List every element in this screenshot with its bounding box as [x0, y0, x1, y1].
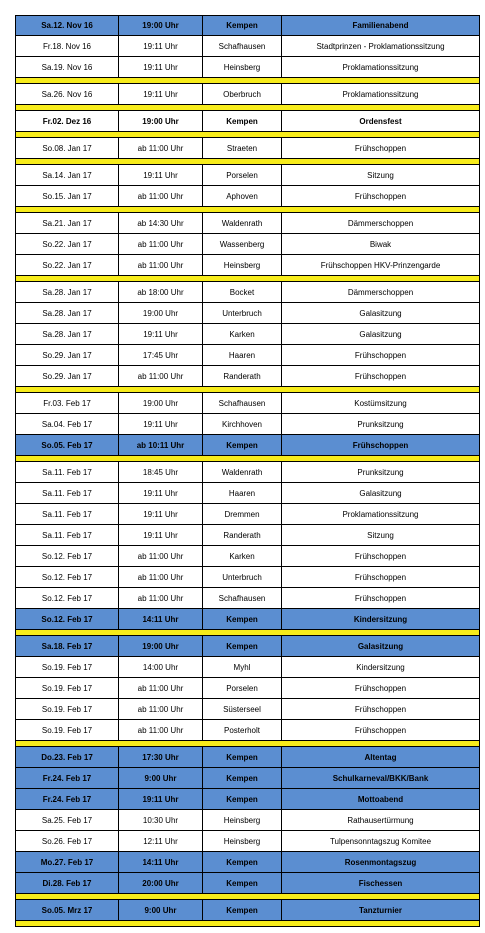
place-cell: Heinsberg [203, 57, 282, 77]
date-cell: Sa.28. Jan 17 [16, 282, 119, 302]
table-row [15, 900, 480, 921]
event-cell: Rosenmontagszug [344, 857, 417, 867]
table-row [15, 504, 480, 525]
event-cell: Frühschoppen [352, 440, 409, 450]
time-cell: 19:11 Uhr [119, 324, 203, 344]
place-cell: Haaren [203, 345, 282, 365]
event-cell: Frühschoppen [354, 704, 407, 714]
event-cell: Frühschoppen [354, 572, 407, 582]
place-cell: Dremmen [203, 504, 282, 524]
table-row [15, 873, 480, 894]
time-cell: 19:11 Uhr [119, 84, 203, 104]
time-cell: 19:11 Uhr [119, 165, 203, 185]
place-cell: Kempen [203, 435, 282, 455]
place-cell: Schafhausen [203, 36, 282, 56]
event-cell: Galasitzung [357, 641, 404, 651]
event-cell: Stadtprinzen - Proklamationssitzung [316, 41, 445, 51]
table-row [15, 810, 480, 831]
date-cell: Mo.27. Feb 17 [16, 852, 119, 872]
table-row [15, 831, 480, 852]
date-cell: So.05. Feb 17 [16, 435, 119, 455]
table-row [15, 393, 480, 414]
date-cell: So.08. Jan 17 [16, 138, 119, 158]
date-cell: Sa.21. Jan 17 [16, 213, 119, 233]
time-cell: 9:00 Uhr [119, 900, 203, 920]
table-row [15, 138, 480, 159]
time-cell: 19:00 Uhr [119, 393, 203, 413]
event-cell: Ordensfest [359, 116, 402, 126]
place-cell: Posterholt [203, 720, 282, 740]
table-row [15, 567, 480, 588]
date-cell: Sa.19. Nov 16 [16, 57, 119, 77]
table-row [15, 636, 480, 657]
time-cell: 19:00 Uhr [119, 636, 203, 656]
date-cell: So.12. Feb 17 [16, 546, 119, 566]
time-cell: ab 11:00 Uhr [119, 699, 203, 719]
date-cell: So.12. Feb 17 [16, 567, 119, 587]
time-cell: 9:00 Uhr [119, 768, 203, 788]
table-row [15, 747, 480, 768]
place-cell: Karken [203, 546, 282, 566]
place-cell: Unterbruch [203, 567, 282, 587]
table-row [15, 303, 480, 324]
event-cell: Prunksitzung [357, 419, 404, 429]
place-cell: Kempen [203, 636, 282, 656]
event-schedule-table [15, 15, 480, 927]
table-row [15, 414, 480, 435]
event-cell: Galasitzung [359, 488, 402, 498]
table-row [15, 57, 480, 78]
time-cell: 19:11 Uhr [119, 525, 203, 545]
time-cell: 19:00 Uhr [119, 303, 203, 323]
date-cell: So.29. Jan 17 [16, 366, 119, 386]
table-row [15, 852, 480, 873]
time-cell: 18:45 Uhr [119, 462, 203, 482]
event-cell: Rathausertürmung [347, 815, 414, 825]
time-cell: 19:11 Uhr [119, 57, 203, 77]
date-cell: So.19. Feb 17 [16, 678, 119, 698]
event-cell: Galasitzung [359, 308, 402, 318]
date-cell: Sa.14. Jan 17 [16, 165, 119, 185]
table-row [15, 165, 480, 186]
place-cell: Oberbruch [203, 84, 282, 104]
place-cell: Kempen [203, 900, 282, 920]
date-cell: Fr.24. Feb 17 [16, 789, 119, 809]
place-cell: Wassenberg [203, 234, 282, 254]
event-cell: Frühschoppen [354, 371, 407, 381]
table-row [15, 768, 480, 789]
place-cell: Aphoven [203, 186, 282, 206]
place-cell: Bocket [203, 282, 282, 302]
event-cell: Biwak [369, 239, 392, 249]
place-cell: Heinsberg [203, 831, 282, 851]
place-cell: Randerath [203, 366, 282, 386]
date-cell: Fr.18. Nov 16 [16, 36, 119, 56]
event-cell: Altentag [364, 752, 397, 762]
time-cell: ab 11:00 Uhr [119, 720, 203, 740]
place-cell: Kempen [203, 609, 282, 629]
place-cell: Kempen [203, 16, 282, 35]
place-cell: Kempen [203, 873, 282, 893]
time-cell: 14:11 Uhr [119, 852, 203, 872]
event-cell: Proklamationssitzung [342, 89, 419, 99]
time-cell: ab 11:00 Uhr [119, 567, 203, 587]
date-cell: So.19. Feb 17 [16, 657, 119, 677]
date-cell: So.15. Jan 17 [16, 186, 119, 206]
table-row [15, 699, 480, 720]
place-cell: Kempen [203, 111, 282, 131]
place-cell: Süsterseel [203, 699, 282, 719]
place-cell: Waldenrath [203, 213, 282, 233]
time-cell: 19:11 Uhr [119, 483, 203, 503]
date-cell: Sa.28. Jan 17 [16, 324, 119, 344]
event-cell: Frühschoppen [354, 725, 407, 735]
table-row [15, 186, 480, 207]
table-row [15, 84, 480, 105]
time-cell: 19:11 Uhr [119, 789, 203, 809]
table-row [15, 435, 480, 456]
place-cell: Schafhausen [203, 393, 282, 413]
date-cell: Sa.04. Feb 17 [16, 414, 119, 434]
place-cell: Heinsberg [203, 810, 282, 830]
event-cell: Frühschoppen [354, 551, 407, 561]
date-cell: Sa.12. Nov 16 [16, 16, 119, 35]
date-cell: So.19. Feb 17 [16, 720, 119, 740]
time-cell: ab 11:00 Uhr [119, 366, 203, 386]
time-cell: ab 14:30 Uhr [119, 213, 203, 233]
time-cell: ab 11:00 Uhr [119, 678, 203, 698]
table-row [15, 366, 480, 387]
event-cell: Frühschoppen [354, 350, 407, 360]
event-cell: Frühschoppen [354, 191, 407, 201]
separator-bar [15, 921, 480, 927]
date-cell: Sa.28. Jan 17 [16, 303, 119, 323]
time-cell: ab 11:00 Uhr [119, 138, 203, 158]
date-cell: Sa.26. Nov 16 [16, 84, 119, 104]
place-cell: Unterbruch [203, 303, 282, 323]
date-cell: So.05. Mrz 17 [16, 900, 119, 920]
place-cell: Waldenrath [203, 462, 282, 482]
place-cell: Porselen [203, 678, 282, 698]
date-cell: So.26. Feb 17 [16, 831, 119, 851]
event-cell: Kindersitzung [356, 662, 405, 672]
date-cell: So.12. Feb 17 [16, 609, 119, 629]
event-cell: Dämmerschoppen [347, 218, 414, 228]
event-cell: Schulkarneval/BKK/Bank [332, 773, 429, 783]
date-cell: Do.23. Feb 17 [16, 747, 119, 767]
place-cell: Schafhausen [203, 588, 282, 608]
event-cell: Sitzung [367, 170, 394, 180]
table-row [15, 345, 480, 366]
event-cell: Dämmerschoppen [347, 287, 414, 297]
date-cell: Sa.25. Feb 17 [16, 810, 119, 830]
event-cell: Kostümsitzung [354, 398, 407, 408]
time-cell: 12:11 Uhr [119, 831, 203, 851]
table-row [15, 657, 480, 678]
table-row [15, 525, 480, 546]
place-cell: Heinsberg [203, 255, 282, 275]
place-cell: Porselen [203, 165, 282, 185]
date-cell: Sa.11. Feb 17 [16, 504, 119, 524]
event-cell: Mottoabend [357, 794, 404, 804]
time-cell: 19:11 Uhr [119, 414, 203, 434]
time-cell: ab 18:00 Uhr [119, 282, 203, 302]
table-row [15, 255, 480, 276]
time-cell: 17:45 Uhr [119, 345, 203, 365]
table-row [15, 111, 480, 132]
time-cell: 19:00 Uhr [119, 16, 203, 35]
table-row [15, 36, 480, 57]
date-cell: So.22. Jan 17 [16, 255, 119, 275]
place-cell: Kempen [203, 789, 282, 809]
event-cell: Tanzturnier [359, 905, 402, 915]
event-cell: Kindersitzung [353, 614, 408, 624]
date-cell: Fr.03. Feb 17 [16, 393, 119, 413]
event-cell: Frühschoppen [354, 683, 407, 693]
table-row [15, 789, 480, 810]
event-cell: Galasitzung [359, 329, 402, 339]
place-cell: Karken [203, 324, 282, 344]
place-cell: Myhl [203, 657, 282, 677]
time-cell: ab 11:00 Uhr [119, 546, 203, 566]
place-cell: Kempen [203, 768, 282, 788]
date-cell: Fr.02. Dez 16 [16, 111, 119, 131]
date-cell: Sa.18. Feb 17 [16, 636, 119, 656]
place-cell: Haaren [203, 483, 282, 503]
table-row [15, 609, 480, 630]
table-row [15, 234, 480, 255]
date-cell: So.12. Feb 17 [16, 588, 119, 608]
table-row [15, 462, 480, 483]
date-cell: Sa.11. Feb 17 [16, 483, 119, 503]
event-cell: Tulpensonntagszug Komitee [329, 836, 432, 846]
date-cell: Sa.11. Feb 17 [16, 462, 119, 482]
time-cell: ab 11:00 Uhr [119, 588, 203, 608]
table-row [15, 282, 480, 303]
event-cell: Frühschoppen [354, 593, 407, 603]
event-cell: Familienabend [352, 21, 409, 30]
time-cell: 14:11 Uhr [119, 609, 203, 629]
table-row [15, 483, 480, 504]
time-cell: ab 11:00 Uhr [119, 234, 203, 254]
place-cell: Kirchhoven [203, 414, 282, 434]
time-cell: ab 11:00 Uhr [119, 255, 203, 275]
time-cell: ab 11:00 Uhr [119, 186, 203, 206]
event-cell: Frühschoppen HKV-Prinzengarde [320, 260, 441, 270]
event-cell: Prunksitzung [357, 467, 404, 477]
date-cell: So.22. Jan 17 [16, 234, 119, 254]
date-cell: Di.28. Feb 17 [16, 873, 119, 893]
time-cell: 14:00 Uhr [119, 657, 203, 677]
table-row [15, 678, 480, 699]
table-row [15, 15, 480, 36]
time-cell: 19:11 Uhr [119, 504, 203, 524]
place-cell: Kempen [203, 852, 282, 872]
table-row [15, 588, 480, 609]
date-cell: Sa.11. Feb 17 [16, 525, 119, 545]
event-cell: Fischessen [358, 878, 403, 888]
table-row [15, 213, 480, 234]
place-cell: Kempen [203, 747, 282, 767]
place-cell: Straeten [203, 138, 282, 158]
time-cell: 19:00 Uhr [119, 111, 203, 131]
table-row [15, 324, 480, 345]
time-cell: ab 10:11 Uhr [119, 435, 203, 455]
event-cell: Frühschoppen [354, 143, 407, 153]
date-cell: So.29. Jan 17 [16, 345, 119, 365]
date-cell: So.19. Feb 17 [16, 699, 119, 719]
table-row [15, 720, 480, 741]
place-cell: Randerath [203, 525, 282, 545]
time-cell: 10:30 Uhr [119, 810, 203, 830]
time-cell: 17:30 Uhr [119, 747, 203, 767]
event-cell: Proklamationssitzung [342, 62, 419, 72]
time-cell: 20:00 Uhr [119, 873, 203, 893]
table-row [15, 546, 480, 567]
event-cell: Sitzung [367, 530, 394, 540]
event-cell: Proklamationssitzung [342, 509, 419, 519]
date-cell: Fr.24. Feb 17 [16, 768, 119, 788]
time-cell: 19:11 Uhr [119, 36, 203, 56]
